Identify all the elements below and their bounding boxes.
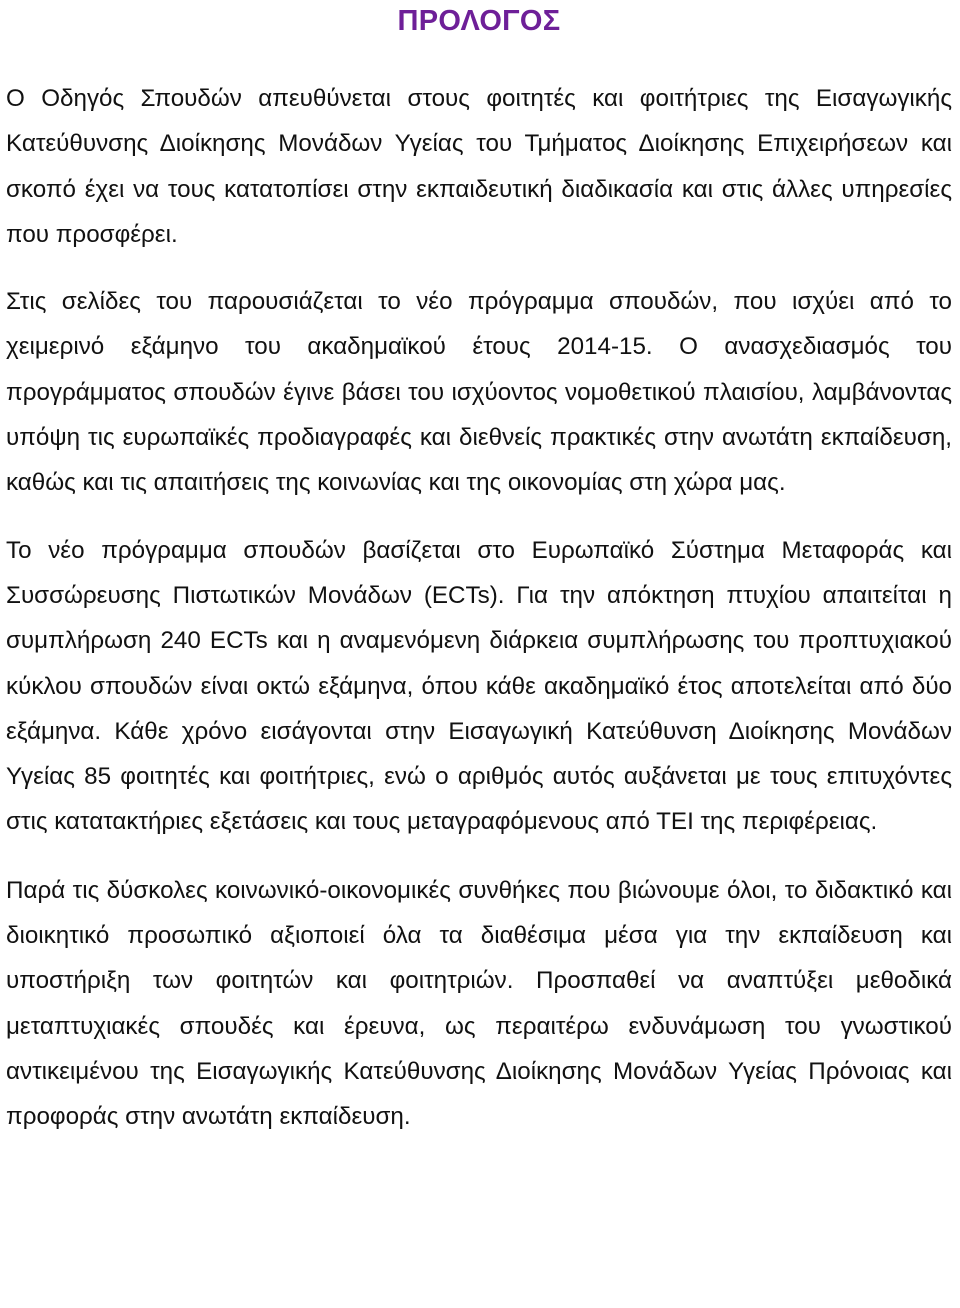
paragraph-curriculum: Στις σελίδες του παρουσιάζεται το νέο πρόγραμμα σπουδών, που ισχύει από το χειμερινό εξάμηνο του ακαδημαϊκού έτους 2014-15. Ο ανασχεδιασμός του προγράμματος σπουδών έγινε βάσει του ισχύοντος νομοθετικού πλαισίου, λαμβάνοντας υπόψη τις ευρωπαϊκές προδιαγραφές και διεθνείς πρακτικές στην ανωτάτη εκπαίδευση, καθώς και τις απαιτήσεις της κοινωνίας και της οικονομίας στη χώρα μας. xyxy=(6,288,952,497)
paragraph-staff: Παρά τις δύσκολες κοινωνικό-οικονομικές συνθήκες που βιώνουμε όλοι, το διδακτικό και διοικητικό προσωπικό αξιοποιεί όλα τα διαθέσιμα μέσα για την εκπαίδευση και υποστήριξη των φοιτητών και φοιτητριών. Προσπαθεί να αναπτύξει μεθοδικά μεταπτυχιακές σπουδές και έρευνα, ως περαιτέρω ενδυνάμωση του γνωστικού αντικειμένου της Εισαγωγικής Κατεύθυνσης Διοίκησης Μονάδων Υγείας Πρόνοιας και προφοράς στην ανωτάτη εκπαίδευση. xyxy=(6,876,952,1131)
page-title: ΠΡΟΛΟΓΟΣ xyxy=(397,5,561,37)
paragraph-ects: Το νέο πρόγραμμα σπουδών βασίζεται στο Ευρωπαϊκό Σύστημα Μεταφοράς και Συσσώρευσης Πιστωτικών Μονάδων (ECTs). Για την απόκτηση πτυχίου απαιτείται η συμπλήρωση 240 ECTs και η αναμενόμενη διάρκεια συμπλήρωσης του προπτυχιακού κύκλου σπουδών είναι οκτώ εξάμηνα, όπου κάθε ακαδημαϊκό έτος αποτελείται από δύο εξάμηνα. Κάθε χρόνο εισάγονται στην Εισαγωγική Κατεύθυνση Διοίκησης Μονάδων Υγείας 85 φοιτητές και φοιτήτριες, ενώ ο αριθμός αυτός αυξάνεται με τους επιτυχόντες στις κατατακτήριες εξετάσεις και τους μεταγραφόμενους από ΤΕΙ της περιφέρειας. xyxy=(6,536,952,836)
paragraph-intro: Ο Οδηγός Σπουδών απευθύνεται στους φοιτητές και φοιτήτριες της Εισαγωγικής Κατεύθυνσης Διοίκησης Μονάδων Υγείας του Τμήματος Διοίκησης Επιχειρήσεων και σκοπό έχει να τους κατατοπίσει στην εκπαιδευτική διαδικασία και στις άλλες υπηρεσίες που προσφέρει. xyxy=(6,85,952,248)
